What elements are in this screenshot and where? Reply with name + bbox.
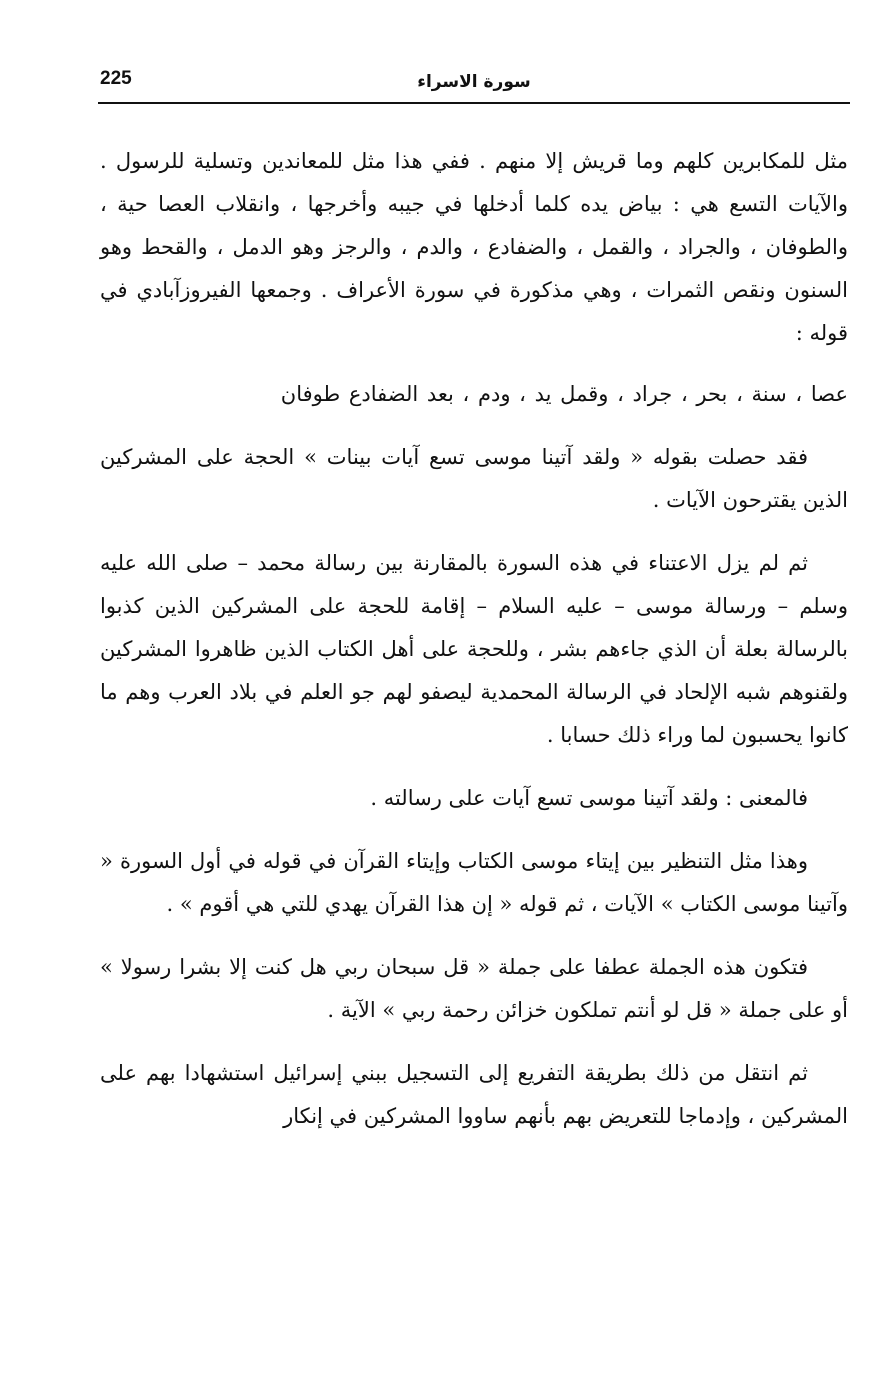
- poem-verse: عصا ، سنة ، بحر ، جراد ، وقمل يد ، ودم ، بعد الضفادع طوفان: [280, 382, 848, 406]
- page-header: [98, 66, 850, 106]
- paragraph-argument: فقد حصلت بقوله « ولقد آتينا موسى تسع آيات بينات » الحجة على المشركين الذين يقترحون الآيات .: [100, 445, 848, 512]
- page-number: 225: [100, 68, 132, 89]
- paragraph-nine-signs: مثل للمكابرين كلهم وما قريش إلا منهم . ففي هذا مثل للمعاندين وتسلية للرسول . والآيات التسع هي : بياض يده كلما أدخلها في جيبه وأخرجها ، وانقلاب العصا حية ، والطوفان ، والجراد ، والقمل ، والضفادع ، والدم ، والرجز وهو الدمل ، والقحط وهو السنون ونقص الثمرات ، وهي مذكورة في سورة الأعراف . وجمعها الفيروزآبادي في قوله :: [100, 149, 848, 345]
- paragraph-transition: ثم انتقل من ذلك بطريقة التفريع إلى التسجيل ببني إسرائيل استشهادا بهم على المشركين ، وإدماجا للتعريض بهم بأنهم ساووا المشركين في إنكار: [100, 1061, 848, 1128]
- chapter-title: سورة الاسراء: [417, 72, 531, 92]
- paragraph-comparison: ثم لم يزل الاعتناء في هذه السورة بالمقارنة بين رسالة محمد – صلى الله عليه وسلم – ورسالة موسى – عليه السلام – إقامة للحجة على المشركين الذين كذبوا بالرسالة بعلة أن الذي جاءهم بشر ، وللحجة على أهل الكتاب الذين ظاهروا المشركين ولقنوهم شبه الإلحاد في الرسالة المحمدية ليصفو لهم جو العلم في بلاد العرب وهم ما كانوا يحسبون لما وراء ذلك حسابا .: [100, 551, 848, 747]
- paragraph-parallel: وهذا مثل التنظير بين إيتاء موسى الكتاب وإيتاء القرآن في قوله في أول السورة « وآتينا موسى الكتاب » الآيات ، ثم قوله « إن هذا القرآن يهدي للتي هي أقوم » .: [100, 849, 848, 916]
- paragraph-conjunction: فتكون هذه الجملة عطفا على جملة « قل سبحان ربي هل كنت إلا بشرا رسولا » أو على جملة « قل لو أنتم تملكون خزائن رحمة ربي » الآية .: [100, 955, 848, 1022]
- page-body: [100, 140, 848, 1138]
- header-divider: [98, 102, 850, 104]
- paragraph-meaning: فالمعنى : ولقد آتينا موسى تسع آيات على رسالته .: [370, 786, 808, 810]
